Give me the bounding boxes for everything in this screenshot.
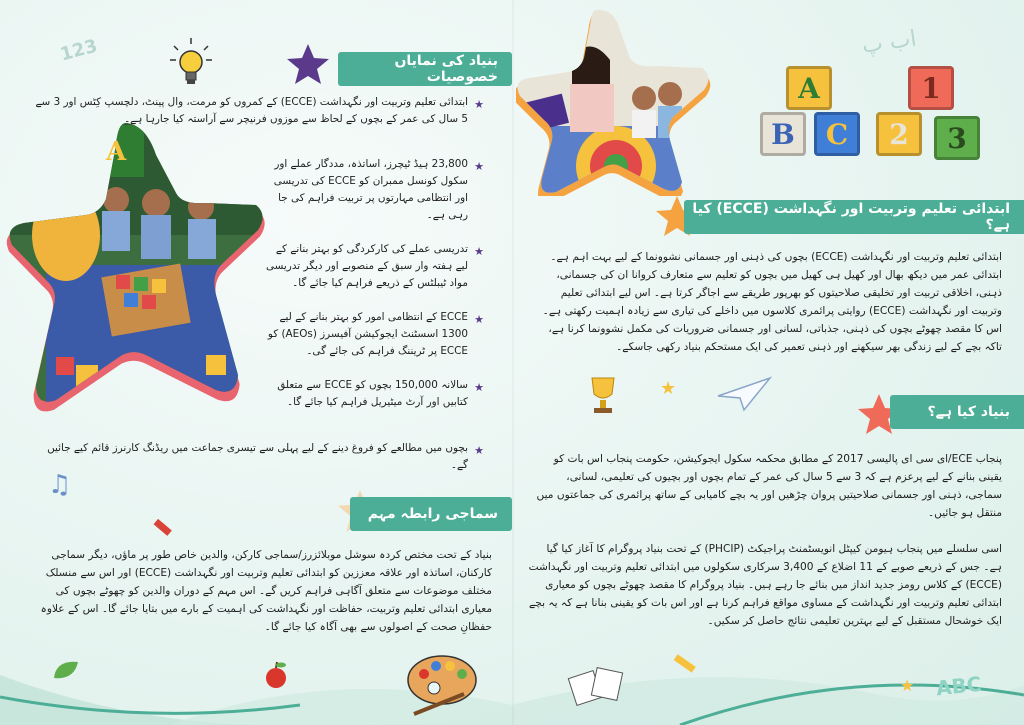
apple-icon — [262, 660, 290, 690]
bunyad-paragraph-1: پنجاب ECE/ای سی ای پالیسی 2017 کے مطابق محکمہ سکول ایجوکیشن، حکومت پنجاب اس بات کو یقینی بنانے کے لیے پرعزم ہے کہ 3 سے 5 سال کی عمر کے تمام بچوں اور بچیوں کی تعلیمی، لسانی، سماجی، ذہنی اور جسمانی صلاحیتیں پروان چڑھیں اور یہ بچے کامیابی کے ساتھ پرائمری کی جماعتوں میں منتقل ہو جائیں۔ — [536, 453, 1002, 519]
alphabet-block-2: 2 — [876, 112, 922, 156]
block-letter: A — [106, 137, 127, 167]
bullet-star-icon: ★ — [474, 444, 484, 457]
small-star-icon: ★ — [660, 378, 677, 399]
papers-icon — [566, 664, 626, 708]
feature-item-wide-0: ★ ابتدائی تعلیم وتربیت اور نگہداشت (ECCE) کے کمروں کو مرمت، وال پینٹ، دلچسپ کِٹس اور 3 سے 5 سال کی عمر کے بچوں کے لحاظ سے موزوں فرنیچر سے آراستہ کیا جارہا ہے۔ — [35, 96, 484, 125]
paint-palette-icon — [404, 650, 484, 720]
lightbulb-icon — [168, 36, 214, 90]
trophy-icon — [580, 372, 626, 418]
social-heading: سماجی رابطہ مہم — [350, 497, 512, 531]
paper-plane-icon — [716, 374, 772, 414]
teacher-star-photo — [516, 6, 716, 196]
feature-item: ★ سالانہ 150,000 بچوں کو ECCE سے متعلق کتابیں اور آرٹ میٹیریل فراہم کیا جائے گا۔ — [277, 379, 484, 408]
deco-123-text: 123 — [57, 35, 100, 66]
alphabet-block-a: A — [786, 66, 832, 110]
pencil-icon — [670, 650, 700, 678]
alphabet-block-c: C — [814, 112, 860, 156]
alphabet-block-1: 1 — [908, 66, 954, 110]
small-star-bottom-icon: ★ — [900, 676, 915, 695]
leaf-icon — [52, 658, 80, 682]
classroom-star-photo — [6, 115, 268, 415]
alphabet-block-b: B — [760, 112, 806, 156]
bullet-star-icon: ★ — [474, 160, 484, 173]
features-heading: بنیاد کی نمایاں خصوصیات — [338, 52, 512, 86]
bullet-star-icon: ★ — [474, 245, 484, 258]
ecce-heading: ابتدائی تعلیم وتربیت اور نگہداشت (ECCE) کیا ہے؟ — [684, 200, 1024, 234]
bullet-star-icon: ★ — [474, 313, 484, 326]
page-fold — [512, 0, 514, 725]
feature-item: ★ 23,800 ہیڈ ٹیچرز، اساتذہ، مددگار عملے اور سکول کونسل ممبران کو ECCE کی تدریسی اور انتظامی مہارتوں پر تربیت فراہم کی جا رہی ہے۔ — [273, 158, 484, 221]
bullet-star-icon: ★ — [474, 98, 484, 111]
purple-star-icon — [285, 42, 331, 86]
feature-item: ★ تدریسی عملے کی کارکردگی کو بہتر بنانے کے لیے ہفتہ وار سبق کے منصوبے اور دیگر تدریسی مواد ٹیبلٹس کے ذریعے فراہم کیا جائے گا۔ — [265, 243, 484, 289]
feature-item-reading: ★ بچوں میں مطالعے کو فروغ دینے کے لیے پہلی سے تیسری جماعت میں ریڈنگ کارنرز قائم کیے جائیں گے۔ — [47, 442, 484, 471]
crayon-icon — [150, 514, 176, 540]
bunyad-paragraph-2: اسی سلسلے میں پنجاب ہیومن کیپٹل انویسٹمنٹ پراجیکٹ (PHCIP) کے تحت بنیاد پروگرام کا آغاز کیا گیا ہے۔ جس کے ذریعے صوبے کے 11 اضلاع کے 3,400 سرکاری سکولوں میں ابتدائی تعلیم وتربیت اور نگہداشت (ECCE) کے کلاس رومز جدید انداز میں بنائے جا رہے ہیں۔ بنیاد پروگرام کا مقصد چھوٹے بچوں کو معیاری ابتدائی تعلیم وتربیت اور نگہداشت کے مساوی مواقع فراہم کرنا ہے اور اس بات کو یقینی بنانا ہے کہ یہ بچے ایک خوشحال مستقبل کے لیے بہترین تعلیمی نتائج حاصل کر سکیں۔ — [528, 543, 1002, 627]
abc-deco-text: ABC — [934, 671, 983, 701]
urdu-alphabet-deco: اب پ — [860, 26, 919, 59]
bunyad-heading: بنیاد کیا ہے؟ — [890, 395, 1024, 429]
social-paragraph: بنیاد کے تحت مختص کردہ سوشل موبلائزرز/سماجی کارکن، والدین خاص طور پر ماؤں، دیگر سماجی کارکنان، اساتذہ اور علاقہ معززین کو ابتدائی تعلیم وتربیت اور نگہداشت (ECCE) اور اس سے منسلک مختلف موضوعات سے متعلق آگاہی فراہم کریں گے۔ اس مہم کے دوران والدین کو چھوٹے بچوں کی معیاری ابتدائی تعلیم وتربیت، حفاظت اور نگہداشت کی اہمیت کے بارے میں بتایا جائے گا۔ اس کے علاوہ حفظانِ صحت کے اصولوں سے بھی آگاہ کیا جائے گا۔ — [40, 549, 492, 633]
features-list-narrow — [262, 156, 484, 428]
music-note-icon: ♫ — [48, 470, 72, 500]
alphabet-block-3: 3 — [934, 116, 980, 160]
ecce-paragraph: ابتدائی تعلیم وتربیت اور نگہداشت (ECCE) بچوں کی ذہنی اور جسمانی نشوونما کے لیے بہت اہم ہے۔ ابتدائی عمر میں دیکھ بھال اور کھیل ہی کھیل میں بچوں کو تعلیم سے متعارف کروانا ان کی جسمانی، ذہنی، اخلاقی تربیت اور تخلیقی صلاحیتوں کو بھرپور طریقے سے اجاگر کرتا ہے۔ اس لیے ابتدائی تعلیم وتربیت اور نگہداشت (ECCE) روایتی پرائمری کلاسوں میں داخلے کی تیاری سے زیادہ اہمیت رکھتی ہے۔ اس کا مقصد چھوٹے بچوں کی ذہنی، جذباتی، لسانی اور جسمانی ضروریات کی مکمل نشوونما کرنا ہے، تاکہ بچے کے لیے زندگی بھر سیکھنے اور ذہنی تعمیر کی ایک مستحکم بنیاد رکھی جاسکے۔ — [542, 251, 1002, 353]
bullet-star-icon: ★ — [474, 381, 484, 394]
feature-item: ★ ECCE کے انتظامی امور کو بہتر بنانے کے لیے 1300 اسسٹنٹ ایجوکیشن آفیسرز (AEOs) کو ECCE پر ٹریننگ فراہم کی جائے گی۔ — [267, 311, 484, 357]
